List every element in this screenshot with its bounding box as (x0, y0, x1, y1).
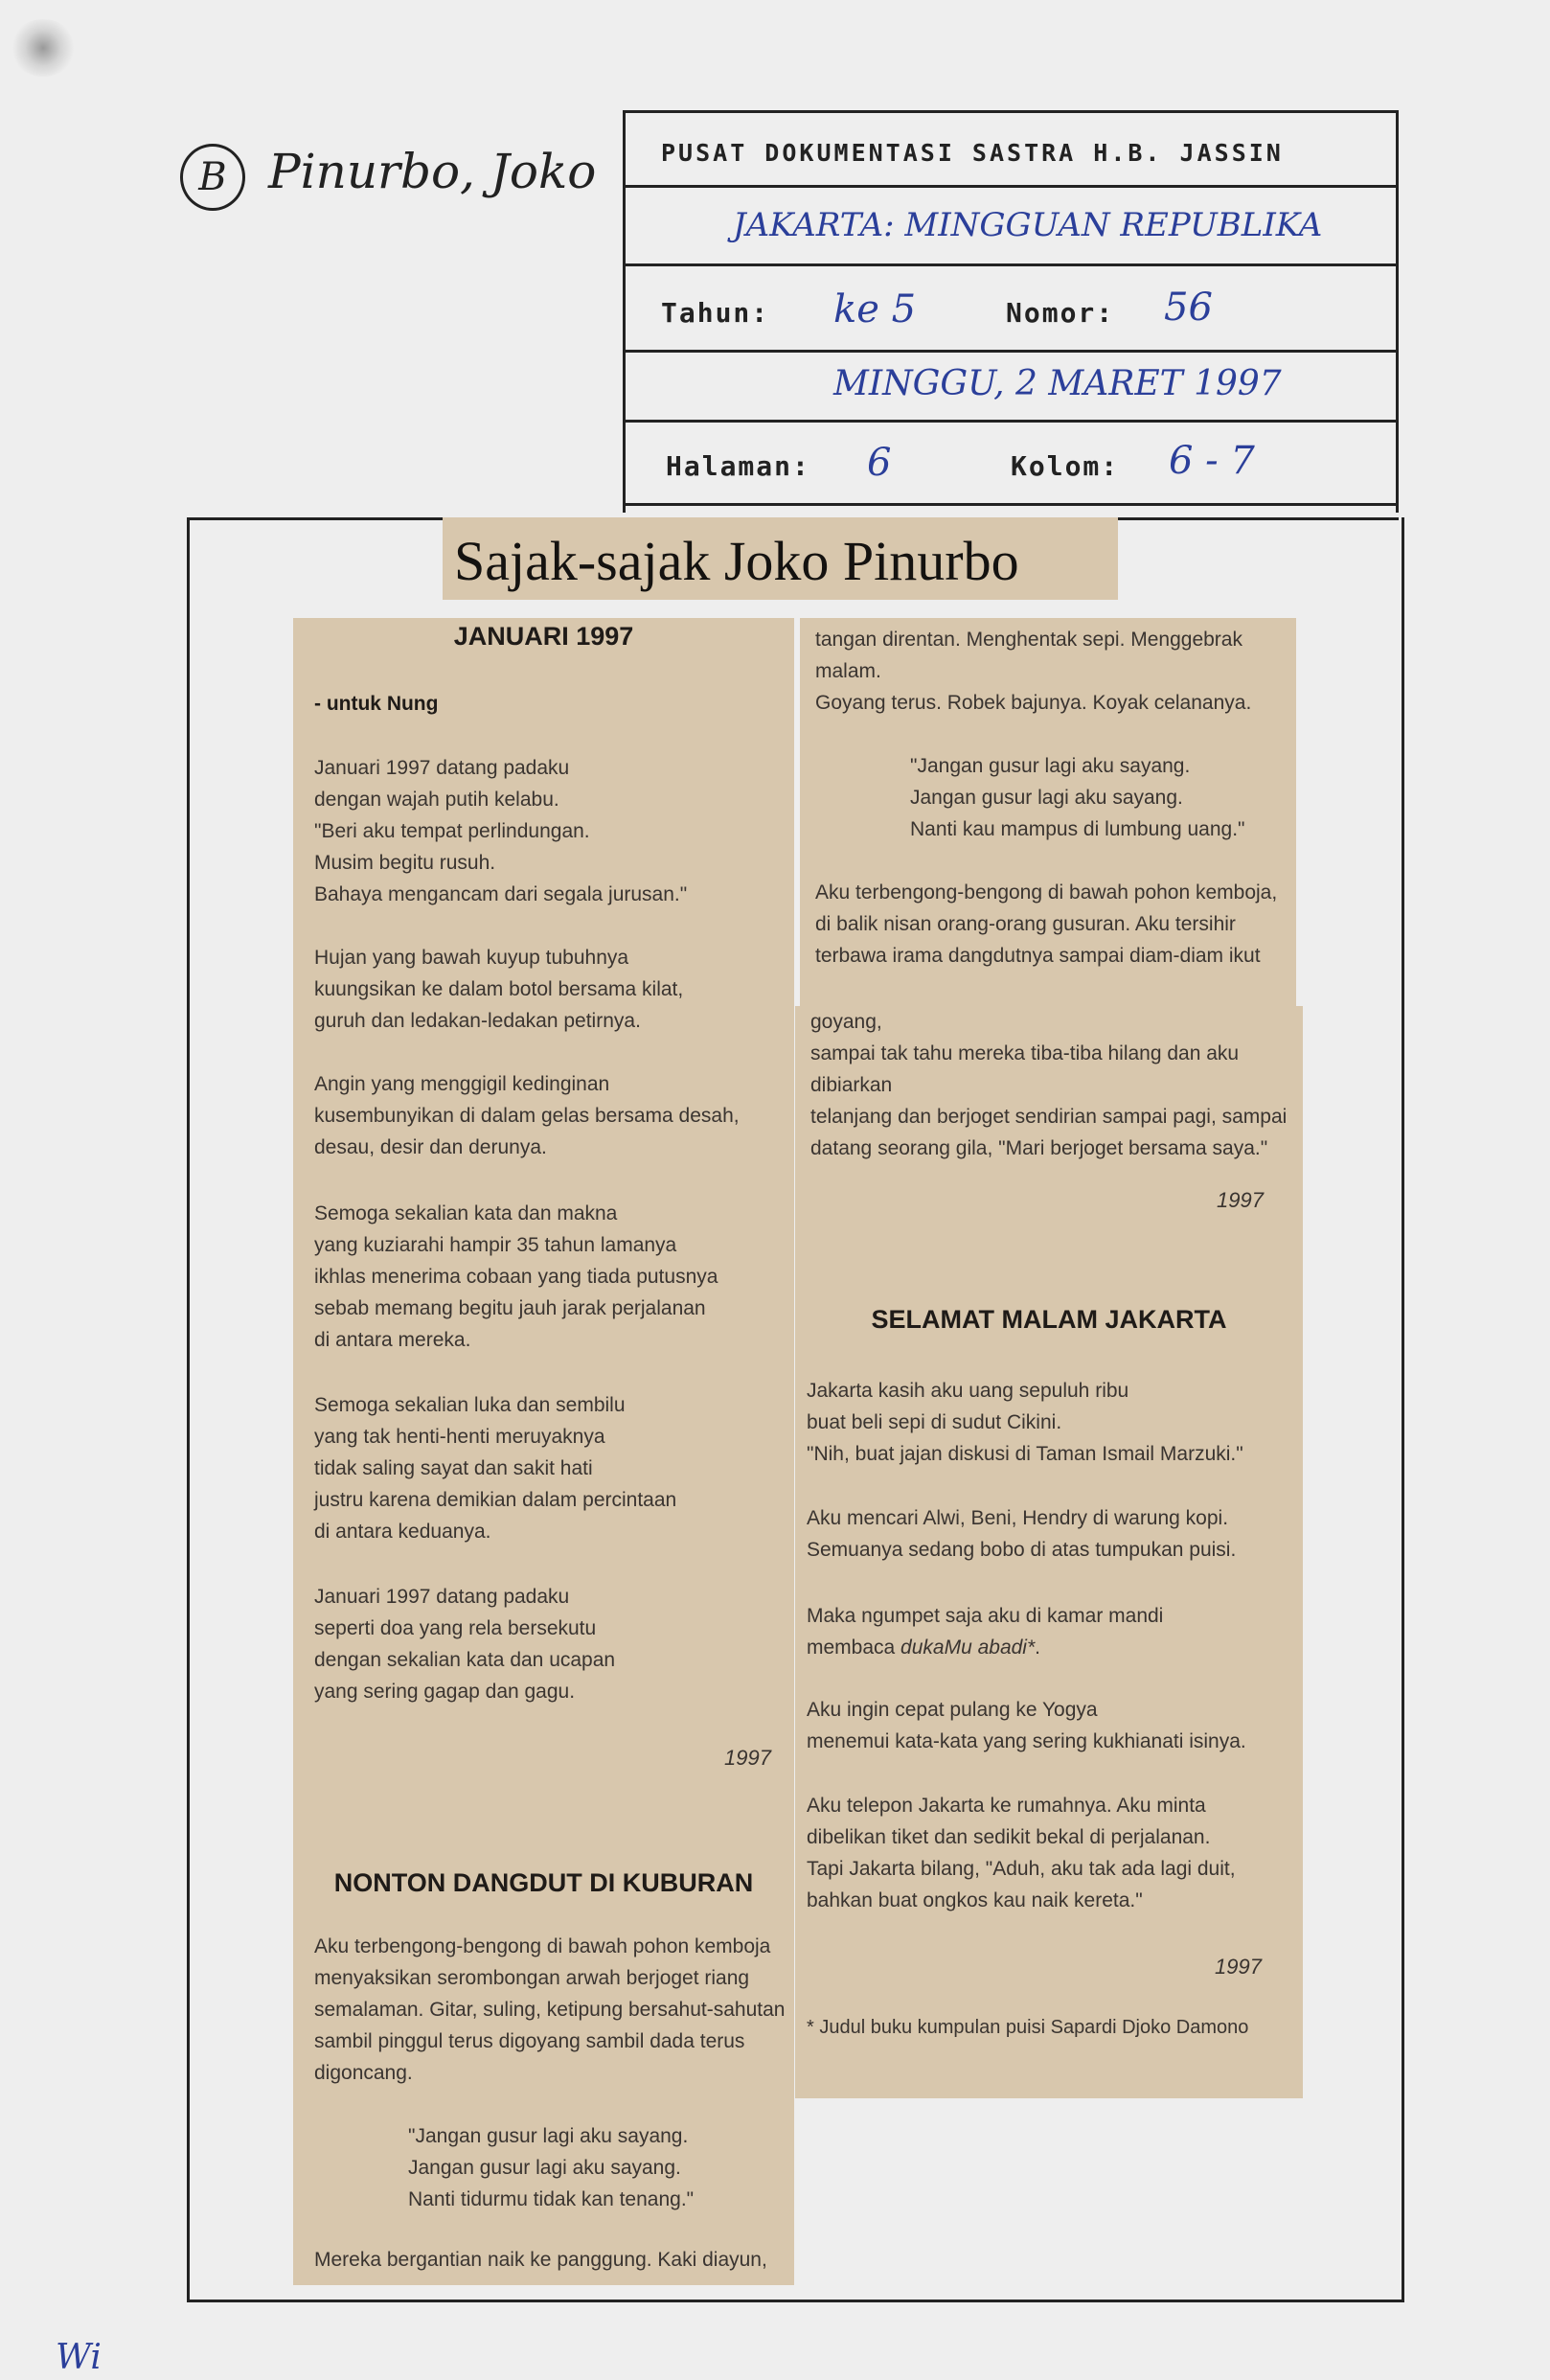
tahun-label: Tahun: (661, 297, 770, 329)
paper-smudge (10, 19, 77, 77)
poem-stanza: Semoga sekalian kata dan makna yang kuziarahi hampir 35 tahun lamanya ikhlas menerima cobaan yang tiada putusnya sebab memang begitu jauh jarak perjalanan di antara mereka. (314, 1202, 718, 1351)
form-rule (623, 420, 1399, 423)
archive-header: PUSAT DOKUMENTASI SASTRA H.B. JASSIN (661, 139, 1284, 167)
issue-date: MINGGU, 2 MARET 1997 (833, 364, 1282, 403)
poem-stanza: Aku terbengong-bengong di bawah pohon kemboja, di balik nisan orang-orang gusuran. Aku tersihir terbawa irama dangdutnya sampai diam-diam ikut (815, 881, 1278, 967)
poem-line: membaca dukaMu abadi*. (807, 1636, 1040, 1659)
poem-title: SELAMAT MALAM JAKARTA (871, 1305, 1227, 1334)
poem-stanza: Aku mencari Alwi, Beni, Hendry di warung kopi. Semuanya sedang bobo di atas tumpukan puisi. (807, 1507, 1237, 1561)
footnote: * Judul buku kumpulan puisi Sapardi Djoko Damono (807, 2017, 1249, 2038)
left-column-clipping (293, 618, 794, 2285)
poem-refrain: "Jangan gusur lagi aku sayang. Jangan gusur lagi aku sayang. Nanti kau mampus di lumbung uang." (910, 755, 1245, 840)
poem-stanza: Hujan yang bawah kuyup tubuhnya kuungsikan ke dalam botol bersama kilat, guruh dan ledakan-ledakan petirnya. (314, 947, 684, 1032)
right-column-clipping-lower (795, 1006, 1303, 2098)
book-title: dukaMu abadi* (900, 1636, 1036, 1659)
poem-stanza: Aku terbengong-bengong di bawah pohon kemboja menyaksikan serombongan arwah berjoget riang semalaman. Gitar, suling, ketipung bersahut-sahutan sambil pinggul terus digoyang sambil dada terus digoncang. (314, 1935, 786, 2084)
article-headline: Sajak-sajak Joko Pinurbo (454, 530, 1019, 592)
poem-stanza: Januari 1997 datang padaku seperti doa yang rela bersekutu dengan sekalian kata dan ucapan yang sering gagap dan gagu. (314, 1586, 616, 1703)
kolom-label: Kolom: (1011, 450, 1120, 482)
poem-year: 1997 (724, 1746, 771, 1770)
tahun-value: ke 5 (833, 287, 917, 332)
poem-stanza: Januari 1997 datang padaku dengan wajah putih kelabu. "Beri aku tempat perlindungan. Musim begitu rusuh. Bahaya mengancam dari segala jurusan." (314, 757, 688, 905)
form-rule (623, 503, 1399, 506)
poem-stanza: Jakarta kasih aku uang sepuluh ribu buat beli sepi di sudut Cikini. "Nih, buat jajan diskusi di Taman Ismail Marzuki." (807, 1380, 1243, 1465)
circled-letter: B (180, 144, 245, 211)
poem-line: Maka ngumpet saja aku di kamar mandi (807, 1605, 1164, 1627)
poem-title: NONTON DANGDUT DI KUBURAN (333, 1868, 754, 1897)
poem-stanza: Angin yang menggigil kedinginan kusembunyikan di dalam gelas bersama desah, desau, desir dan derunya. (314, 1073, 740, 1158)
halaman-value: 6 (867, 441, 892, 485)
form-rule (623, 263, 1399, 266)
poem-stanza: Aku ingin cepat pulang ke Yogya menemui kata-kata yang sering kukhianati isinya. (807, 1699, 1246, 1752)
poem-stanza: Aku telepon Jakarta ke rumahnya. Aku minta dibelikan tiket dan sedikit bekal di perjalanan. Tapi Jakarta bilang, "Aduh, aku tak ada lagi duit, bahkan buat ongkos kau naik kereta." (807, 1795, 1236, 1911)
right-column-clipping-upper (800, 618, 1296, 1006)
form-rule (623, 350, 1399, 353)
halaman-label: Halaman: (666, 450, 810, 482)
nomor-value: 56 (1164, 286, 1213, 330)
poem-dedication: - untuk Nung (314, 693, 439, 715)
poem-title: JANUARI 1997 (453, 622, 634, 651)
form-rule (623, 110, 626, 513)
form-rule (623, 185, 1399, 188)
poem-stanza (807, 1600, 1163, 1663)
poem-year: 1997 (1215, 1955, 1262, 1979)
poem-year: 1997 (1217, 1188, 1264, 1212)
poem-stanza: tangan direntan. Menghentak sepi. Menggebrak malam. Goyang terus. Robek bajunya. Koyak celananya. (815, 629, 1252, 714)
kolom-value: 6 - 7 (1169, 439, 1255, 483)
headline-clipping (443, 517, 1118, 600)
form-rule (623, 110, 1399, 113)
poem-refrain: "Jangan gusur lagi aku sayang. Jangan gusur lagi aku sayang. Nanti tidurmu tidak kan tenang." (408, 2125, 695, 2210)
source-publication: JAKARTA: MINGGUAN REPUBLIKA (733, 206, 1323, 244)
nomor-label: Nomor: (1006, 297, 1115, 329)
poem-line: Mereka bergantian naik ke panggung. Kaki diayun, (314, 2249, 767, 2271)
poem-stanza: Semoga sekalian luka dan sembilu yang tak henti-henti meruyaknya tidak saling sayat dan sakit hati justru karena demikian dalam percintaan di antara keduanya. (314, 1394, 677, 1543)
corner-mark: Wi (56, 2338, 102, 2377)
poem-stanza: goyang, sampai tak tahu mereka tiba-tiba hilang dan aku dibiarkan telanjang dan berjoget sendirian sampai pagi, sampai datang seorang gila, "Mari berjoget bersama saya." (810, 1011, 1288, 1159)
form-rule (1396, 110, 1399, 513)
author-handwritten: Pinurbo, Joko (268, 144, 597, 199)
